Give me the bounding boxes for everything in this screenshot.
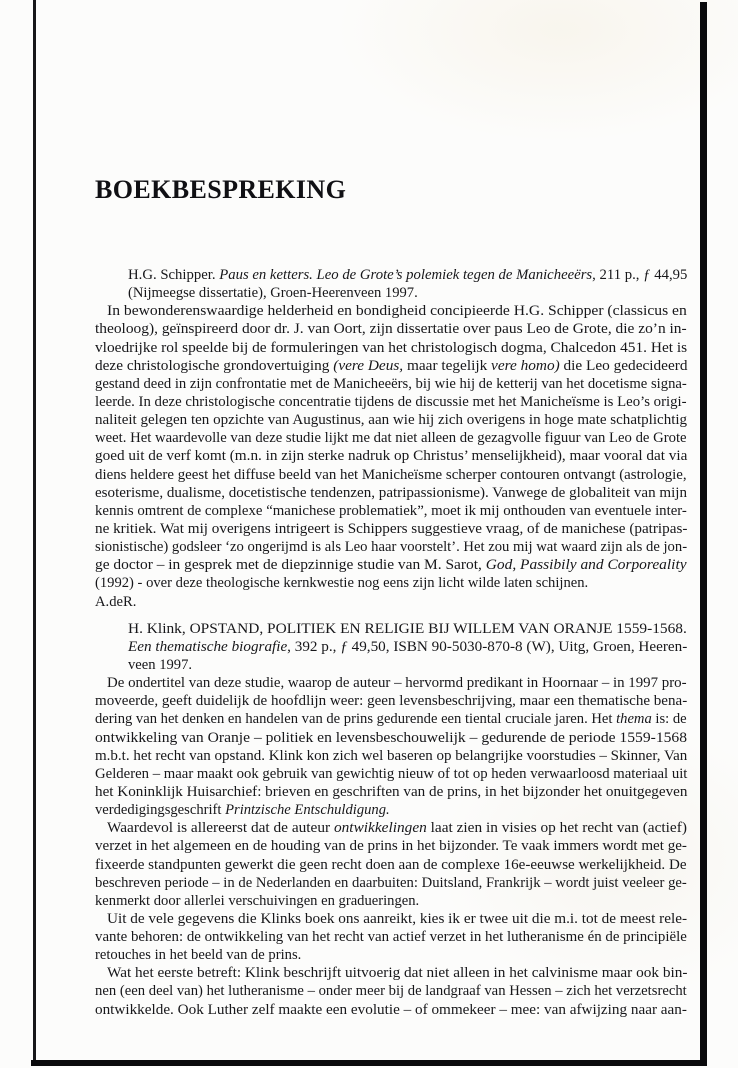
review-klink-paragraph-4 [95,964,687,1018]
text-line: (1992) - over deze theologische kernkwestie nog eens zijn licht wilde laten schijnen. [95,575,589,592]
text-line: kennis omtrent de complexe “manichese problematiek”, moet ik mij onthouden van eventuele inter- [95,502,687,519]
text-line: ne kritiek. Wat mij overigens intrigeert is Schippers suggestieve vraag, of de manichese (patripas- [95,520,688,537]
text-line: ontwikkelde. Ook Luther zelf maakte een evolutie – of ommekeer – mee: van afwijzing naar aan- [95,1001,687,1018]
text-line: beschreven periode – in de Nederlanden en daarbuiten: Duitsland, Frankrijk – wordt juist veeleer ge- [95,874,687,891]
review-schipper-body [95,302,687,592]
review-klink-paragraph-1 [95,674,687,819]
text-line: verdedigingsgeschrift Printzische Entschuldigung. [95,802,390,819]
text-line: De ondertitel van deze studie, waarop de auteur – hervormd predikant in Hoornaar – in 1997 pro- [107,675,687,692]
text-line: sionistische) godsleer ‘zo ongerijmd is als Leo haar voorstelt’. Het zou mij wat waard zijn als de jon- [95,539,688,556]
text-line: m.b.t. het recht van opstand. Klink kon zich wel baseren op belangrijke voorstudies – Skinner, Van [95,747,688,764]
text-line: (Nijmeegse dissertatie), Groen-Heerenveen 1997. [128,285,418,302]
page-title: BOEKBESPREKING [95,175,347,204]
text-line: moveerde, geeft duidelijk de hoofdlijn weer: geen levensbeschrijving, maar een thematische bena- [95,693,688,710]
text-line: deze christologische grondovertuiging (vere Deus, maar tegelijk vere homo) die Leo gedecideerd [95,357,688,374]
text-line: In bewonderenswaardige helderheid en bondigheid concipieerde H.G. Schipper (classicus en [107,303,687,320]
text-line: Waardevol is allereerst dat de auteur ontwikkelingen laat zien in visies op het recht van (actief) [107,820,687,837]
text-line: het Koninklijk Huisarchief: brieven en geschriften van de prins, in het bijzonder het onuitgegeven [95,783,688,800]
page-edge-shadow-left [33,0,36,1064]
review-klink-paragraph-2 [95,819,687,910]
text-line: kenmerkt door allerlei verschuivingen en gradueringen. [95,892,420,909]
text-line: naliteit gelegen ten opzichte van Augustinus, aan wie hij zich overigens in hoge mate schatplichtig [95,412,688,429]
text-line: esoterisme, dualisme, docetistische tendenzen, patripassionisme). Vanwege de globaliteit van mijn [95,484,688,501]
text-line: theoloog), geïnspireerd door dr. J. van Oort, zijn dissertatie over paus Leo de Grote, die zo’n in- [95,321,687,338]
text-line: veen 1997. [128,656,193,673]
text-line: retouches in het beeld van de prins. [95,947,302,964]
text-line: A.deR. [95,593,137,610]
text-line: ge doctor – in gesprek met de diepzinnige studie van M. Sarot, God, Passibily and Corporeality [95,557,687,574]
text-line: ontwikkeling van Oranje – politiek en levensbeschouwelijk – gedurende de periode 1559-1568 [95,729,688,746]
text-line: gestand deed in zijn confrontatie met de Manicheeërs, bij wie hij de ketterij van het docetisme signa- [95,375,687,392]
text-line: nen (een deel van) het lutheranisme – onder meer bij de landgraaf van Hessen – zich het verzetsrecht [95,983,687,1000]
text-line: verzet in het algemeen en de houding van de prins in het bijzonder. Te vaak immers wordt met ge- [95,838,687,855]
book-spine-shadow-right [700,2,707,1064]
reviewer-initials [95,593,687,611]
scanned-page-content [95,176,687,1019]
text-line: vloedrijke rol speelde bij de formuleringen van het christologisch dogma, Chalcedon 451. Het is [95,339,688,356]
text-line: Een thematische biografie, 392 p., ƒ 49,50, ISBN 90-5030-870-8 (W), Uitg, Groen, Heeren- [128,638,688,655]
text-line: Wat het eerste betreft: Klink beschrijft uitvoerig dat niet alleen in het calvinisme maar ook bin- [107,965,688,982]
text-line: leerde. In deze christologische concentratie tijdens de discussie met het Manicheïsme is Leo’s origi- [95,393,687,410]
text-line: goed uit de verf komt (m.n. in zijn sterke nadruk op Christus’ menselijkheid), maar vooral dat via [95,448,688,465]
text-line: H. Klink, OPSTAND, POLITIEK EN RELIGIE BIJ WILLEM VAN ORANJE 1559-1568. [128,620,687,637]
book-citation-schipper [128,266,687,302]
text-line: dering van het denken en handelen van de prins gedurende een tiental cruciale jaren. Het thema is: de [95,711,687,728]
text-line: fixeerde standpunten gewerkt die geen recht doen aan de complexe 16e-eeuwse werkelijkheid. De [95,856,687,873]
text-line: Gelderen – maar maakt ook gebruik van gewichtig nieuw of tot op heden verwaarloosd materiaal uit [95,765,688,782]
page-edge-shadow-bottom [31,1060,707,1066]
review-klink-paragraph-3 [95,910,687,964]
text-line: vante behoren: de ontwikkeling van het recht van actief verzet in het lutheranisme én de principiële [95,929,687,946]
text-line: H.G. Schipper. Paus en ketters. Leo de Grote’s polemiek tegen de Manicheeërs, 211 p., ƒ 44,95 [128,267,688,283]
text-line: diens heldere geest het diffuse beeld van het Manicheïsme scherper contouren ontvangt (astrologie, [95,466,687,483]
text-line: weet. Het waardevolle van deze studie lijkt me dat niet alleen de gezagvolle figuur van Leo de Grote [95,430,687,447]
book-citation-klink [128,620,687,674]
text-line: Uit de vele gegevens die Klinks boek ons aanreikt, kies ik er twee uit die m.i. tot de meest rele- [107,910,688,927]
